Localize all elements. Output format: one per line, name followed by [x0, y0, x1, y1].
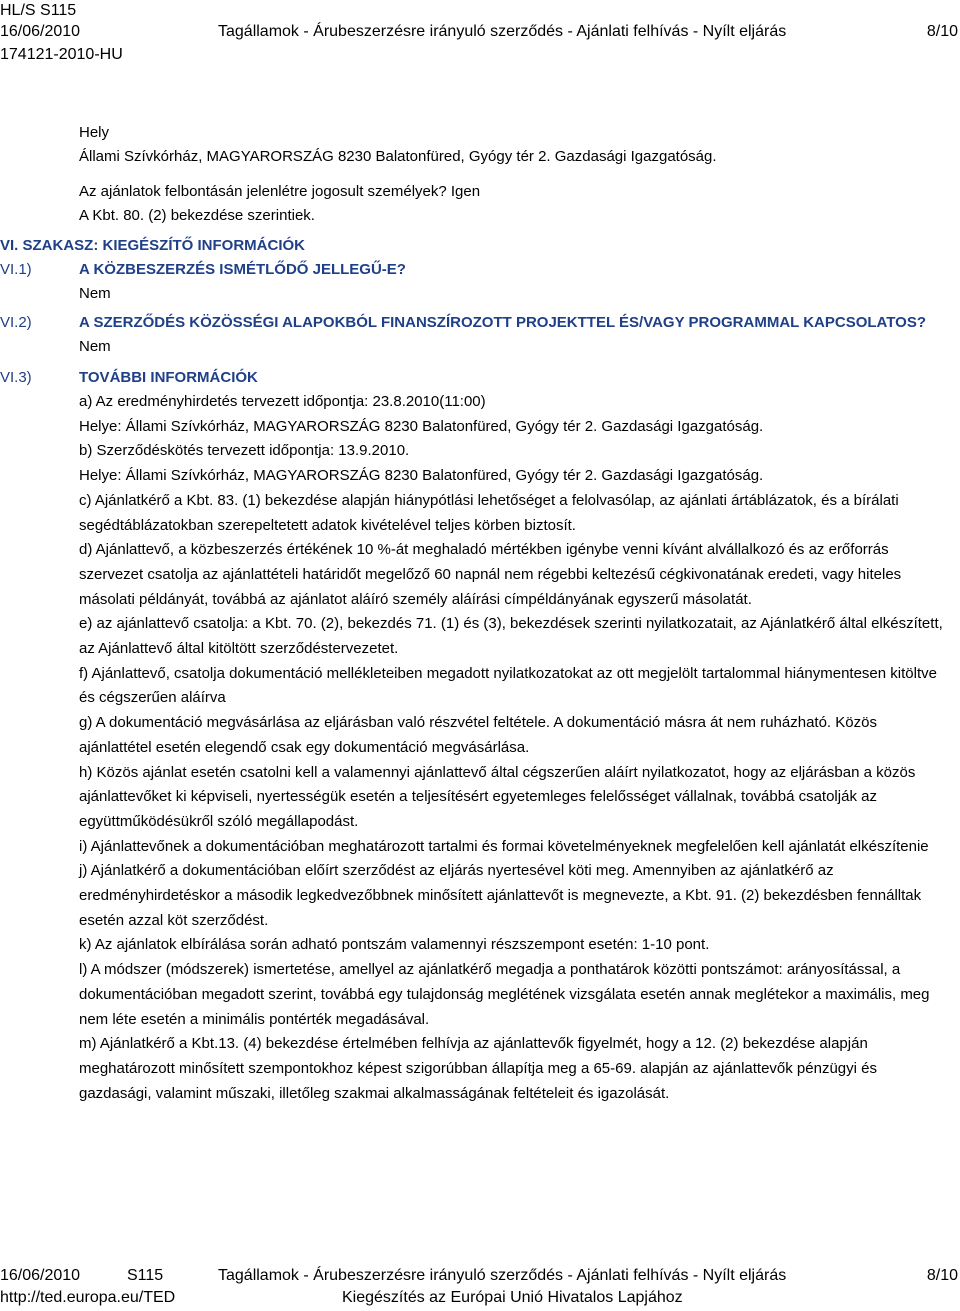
section-vi3 [0, 366, 960, 1106]
header-page-number: 8/10 [926, 23, 958, 40]
info-paragraph: b) Szerződéskötés tervezett időpontja: 13.9.2010. [79, 442, 410, 460]
section-answer: Nem [79, 285, 111, 302]
footer-page-number: 8/10 [926, 1267, 958, 1284]
section-number: VI.2) [0, 314, 32, 331]
opening-persons-question: Az ajánlatok felbontásán jelenlétre jogosult személyek? Igen [79, 183, 481, 200]
section-vi2 [0, 311, 960, 359]
section-title: VI. SZAKASZ: KIEGÉSZÍTŐ INFORMÁCIÓK [0, 237, 306, 254]
info-paragraph: e) az ajánlattevő csatolja: a Kbt. 70. (2), bekezdés 71. (1) és (3), bekezdések szerinti nyilatkozatait, az Ajánlatkérő által elkészített, az Ajánlattevő által kitöltött szerződéstervezetet. [79, 615, 943, 658]
document-body [0, 121, 960, 1106]
info-paragraph: Helye: Állami Szívkórház, MAGYARORSZÁG 8230 Balatonfüred, Gyógy tér 2. Gazdasági Igazgatóság. [79, 467, 764, 485]
header-title: Tagállamok - Árubeszerzésre irányuló szerződés - Ajánlati felhívás - Nyílt eljárás [218, 23, 787, 40]
footer-title: Tagállamok - Árubeszerzésre irányuló szerződés - Ajánlati felhívás - Nyílt eljárás [218, 1267, 787, 1284]
page-footer [0, 1265, 960, 1311]
footer-code: S115 [127, 1267, 164, 1284]
info-paragraph: c) Ajánlatkérő a Kbt. 83. (1) bekezdése alapján hiánypótlási lehetőséget a felolvasólap, az ajánlati ártáblázatok, és a bírálati segédtáblázatokban szerepeltetett adatok kivételével teljes körben biztosít. [79, 491, 899, 534]
footer-url: http://ted.europa.eu/TED [0, 1289, 176, 1306]
header-date: 16/06/2010 [0, 23, 81, 40]
info-paragraph: h) Közös ajánlat esetén csatolni kell a valamennyi ajánlattevő által cégszerűen aláírt nyilatkozatot, hogy az eljárásban a közös ajánlattevőket ki képviseli, nyertességük esetén a teljesítésért egyetemleges felelősséget vállalnak, továbbá csatolják az együttműködésükről szóló megállapodást. [79, 763, 916, 830]
section-heading: A KÖZBESZERZÉS ISMÉTLŐDŐ JELLEGŰ-E? [79, 261, 406, 278]
info-paragraph: k) Az ajánlatok elbírálása során adható pontszám valamennyi részszempont esetén: 1-10 pont. [79, 936, 710, 954]
section-heading: TOVÁBBI INFORMÁCIÓK [79, 369, 258, 386]
info-paragraph: d) Ajánlattevő, a közbeszerzés értékének 10 %-át meghaladó mértékben igénybe venni kívánt alvállalkozó és az erőforrás szervezet csatolja az ajánlattételi határidőt megelőző 60 napnál nem régebbi keltezésű cégkivonatának eredeti, vagy hiteles másolati példányát, továbbá az ajánlatot aláíró személy aláírási címpéldányának egyszerű másolatát. [79, 541, 902, 608]
section-number: VI.1) [0, 261, 32, 278]
footer-publisher: Kiegészítés az Európai Unió Hivatalos Lapjához [342, 1289, 683, 1306]
info-paragraph: i) Ajánlattevőnek a dokumentációban meghatározott tartalmi és formai követelményeknek megfelelően kell ajánlatát elkészítenie [79, 837, 929, 855]
info-paragraph: j) Ajánlatkérő a dokumentációban előírt szerződést az eljárás nyertesével köti meg. Amennyiben az ajánlatkérő az eredményhirdetéskor a második legkedvezőbbnek minősített ajánlattevőt is megnevezte, a Kbt. 91. (2) bekezdésben fennálltak esetén azzal köt szerződést. [79, 862, 922, 929]
opening-place-label: Hely [79, 124, 110, 141]
section-heading: A SZERZŐDÉS KÖZÖSSÉGI ALAPOKBÓL FINANSZÍROZOTT PROJEKTTEL ÉS/VAGY PROGRAMMAL KAPCSOLATOS? [79, 314, 927, 331]
section-vi1 [0, 258, 960, 306]
page-header [0, 0, 960, 70]
opening-place-value: Állami Szívkórház, MAGYARORSZÁG 8230 Balatonfüred, Gyógy tér 2. Gazdasági Igazgatóság. [79, 148, 717, 165]
info-paragraph: g) A dokumentáció megvásárlása az eljárásban való részvétel feltétele. A dokumentáció másra át nem ruházható. Közös ajánlattétel esetén elegendő csak egy dokumentáció megvásárlása. [79, 714, 877, 756]
info-paragraph: a) Az eredményhirdetés tervezett időpontja: 23.8.2010(11:00) [79, 393, 486, 410]
section-number: VI.3) [0, 369, 32, 386]
footer-date: 16/06/2010 [0, 1267, 81, 1284]
info-paragraph: l) A módszer (módszerek) ismertetése, amellyel az ajánlatkérő megadja a ponthatárok közötti pontszámot: arányosítással, a dokumentációban megadott szerint, továbbá egy tulajdonság meglétének vizsgálata esetén annak meglétekor a maximális, meg nem léte esetén a minimális pontérték megadásával. [79, 961, 930, 1028]
opening-persons-answer: A Kbt. 80. (2) bekezdése szerintiek. [79, 207, 315, 224]
info-paragraph: Helye: Állami Szívkórház, MAGYARORSZÁG 8230 Balatonfüred, Gyógy tér 2. Gazdasági Igazgatóság. [79, 417, 764, 435]
additional-info [0, 390, 960, 1106]
info-paragraph: f) Ajánlattevő, csatolja dokumentáció mellékleteiben megadott nyilatkozatokat az ott megjelölt tartalommal hiánymentesen kitöltve és cégszerűen aláírva [79, 664, 937, 707]
section-answer: Nem [79, 338, 111, 355]
info-paragraph: m) Ajánlatkérő a Kbt.13. (4) bekezdése értelmében felhívja az ajánlattevők figyelmét, hogy a 12. (2) bekezdése alapján meghatározott minősített szempontokhoz képest szigorúbban állapítja meg a 65-69. alapján az ajánlattevők pénzügyi és gazdasági, valamint műszaki, illetőleg szakmai alkalmasságának feltételeit és igazolását. [79, 1035, 877, 1102]
journal-code: HL/S S115 [0, 2, 77, 19]
document-id: 174121-2010-HU [0, 46, 123, 63]
